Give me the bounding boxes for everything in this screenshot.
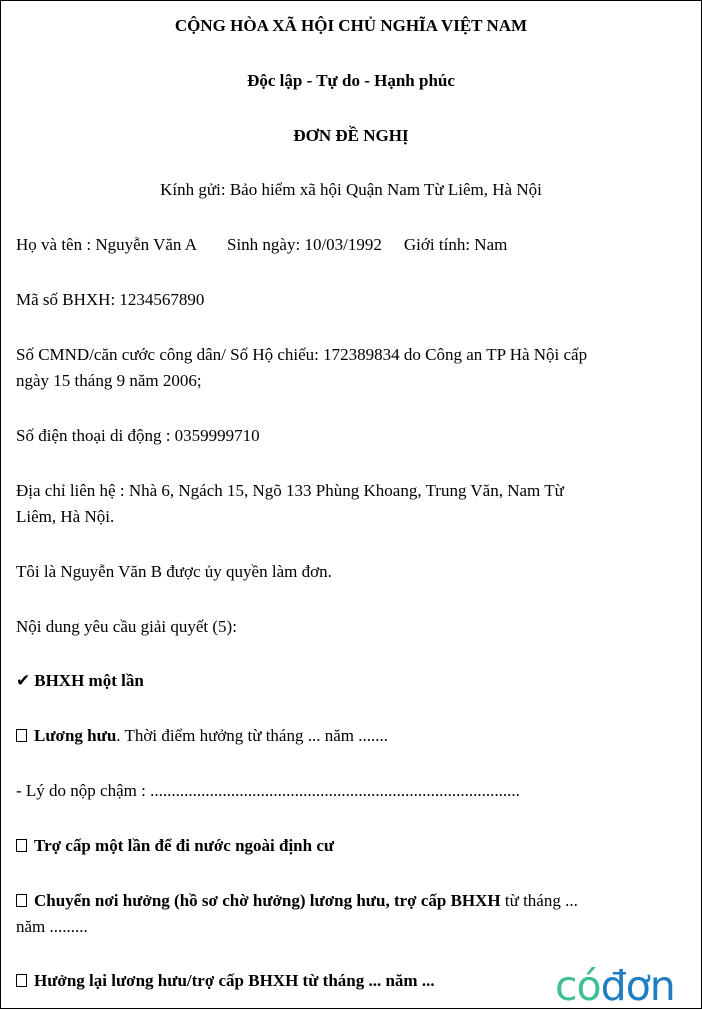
option-pension (16, 723, 683, 749)
bhxh-code: Mã số BHXH: 1234567890 (16, 290, 205, 309)
logo-part-1: có (555, 962, 601, 1010)
recipient-line: Kính gửi: Bảo hiểm xã hội Quận Nam Từ Liêm, Hà Nội (160, 180, 542, 199)
date-of-birth: Sinh ngày: 10/03/1992 (227, 235, 382, 254)
option-transfer-label: Chuyển nơi hưởng (hồ sơ chờ hưởng) lương hưu, trợ cấp BHXH (34, 891, 501, 910)
address-line-2: Liêm, Hà Nội. (16, 507, 115, 526)
national-title: CỘNG HÒA XÃ HỘI CHỦ NGHĨA VIỆT NAM (174, 16, 528, 35)
logo-part-2: đơn (600, 962, 675, 1010)
option-pension-label: Lương hưu (34, 726, 117, 745)
codon-logo-watermark (555, 962, 702, 1010)
option-abroad-label: Trợ cấp một lần để đi nước ngoài định cư (34, 836, 335, 855)
option-transfer-line-2: năm ......... (16, 917, 88, 936)
checkbox-icon[interactable] (16, 974, 27, 987)
motto: Độc lập - Tự do - Hạnh phúc (247, 71, 455, 90)
option-resume-label: Hưởng lại lương hưu/trợ cấp BHXH từ tháng ... năm ... (34, 971, 435, 990)
late-reason: - Lý do nộp chậm : ....................................................................................... (16, 781, 520, 800)
check-mark-icon: ✔ (16, 671, 31, 691)
id-card-line-2: ngày 15 tháng 9 năm 2006; (16, 371, 202, 390)
id-card-line-1: Số CMND/căn cước công dân/ Số Hộ chiếu: 172389834 do Công an TP Hà Nội cấp (16, 345, 588, 364)
option-onetime-label: BHXH một lần (34, 671, 144, 690)
personal-info-row (16, 232, 683, 258)
option-transfer-detail: từ tháng ... (500, 891, 578, 910)
address-line-1: Địa chỉ liên hệ : Nhà 6, Ngách 15, Ngõ 133 Phùng Khoang, Trung Văn, Nam Từ (16, 481, 564, 500)
authorization-statement: Tôi là Nguyễn Văn B được ủy quyền làm đơn. (16, 562, 332, 581)
checkbox-icon[interactable] (16, 894, 27, 907)
phone-number: Số điện thoại di động : 0359999710 (16, 426, 260, 445)
checkbox-icon[interactable] (16, 729, 27, 742)
form-title: ĐƠN ĐỀ NGHỊ (293, 126, 409, 145)
full-name: Họ và tên : Nguyễn Văn A (16, 235, 197, 254)
option-transfer (16, 888, 683, 914)
gender: Giới tính: Nam (403, 235, 508, 254)
checkbox-icon[interactable] (16, 839, 27, 852)
request-intro: Nội dung yêu cầu giải quyết (5): (16, 617, 237, 636)
option-onetime (16, 668, 683, 694)
option-pension-detail: . Thời điểm hưởng từ tháng ... năm ....... (116, 726, 388, 745)
option-abroad (16, 833, 683, 859)
